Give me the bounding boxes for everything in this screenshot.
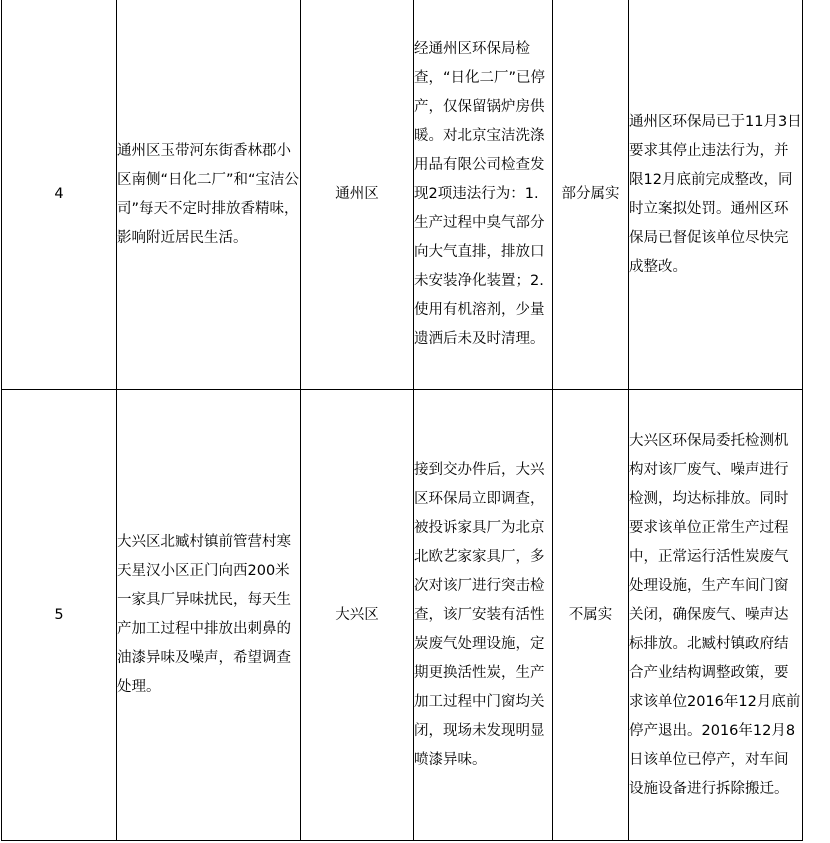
investigation-result: 经通州区环保局检查，“日化二厂”已停产，仅保留锅炉房供暖。对北京宝洁洗涤用品有限公司检查发现2项违法行为：1.生产过程中臭气部分向大气直排，排放口未安装净化装置；2.使用有机溶剂，少量遗洒后未及时清理。 (414, 41, 546, 347)
district-cell (301, 0, 414, 390)
complaint-table (1, 0, 803, 841)
row-number-cell (2, 0, 117, 390)
row-number: 5 (54, 606, 64, 623)
district: 大兴区 (335, 606, 379, 623)
verdict: 部分属实 (561, 186, 620, 202)
verdict: 不属实 (568, 606, 613, 623)
complaint-description-cell (117, 390, 301, 841)
district-cell (301, 390, 414, 841)
investigation-cell (414, 390, 553, 841)
district: 通州区 (335, 186, 379, 202)
table-row (2, 0, 803, 390)
row-number: 4 (54, 186, 64, 202)
action-taken: 大兴区环保局委托检测机构对该厂废气、噪声进行检测，均达标排放。同时要求该单位正常生产过程中，正常运行活性炭废气处理设施，生产车间门窗关闭，确保废气、噪声达标排放。北臧村镇政府结合产业结构调整政策，要求该单位2016年12月底前停产退出。2016年12月8日该单位已停产，对车间设施设备进行拆除搬迁。 (629, 432, 801, 797)
complaint-description-cell (117, 0, 301, 390)
action-cell (629, 0, 803, 390)
verdict-cell (553, 390, 629, 841)
verdict-cell (553, 0, 629, 390)
investigation-result: 接到交办件后，大兴区环保局立即调查，被投诉家具厂为北京北欧艺家家具厂，多次对该厂进行突击检查，该厂安装有活性炭废气处理设施，定期更换活性炭，生产加工过程中门窗均关闭，现场未发现明显喷漆异味。 (414, 461, 545, 768)
row-number-cell (2, 390, 117, 841)
action-taken: 通州区环保局已于11月3日要求其停止违法行为，并限12月底前完成整改，同时立案拟处罚。通州区环保局已督促该单位尽快完成整改。 (629, 113, 802, 275)
complaint-description: 通州区玉带河东街香林郡小区南侧“日化二厂”和“宝洁公司”每天不定时排放香精味，影响附近居民生活。 (117, 142, 300, 246)
action-cell (629, 390, 803, 841)
table-row (2, 390, 803, 841)
investigation-cell (414, 0, 553, 390)
complaint-description: 大兴区北臧村镇前管营村寒天星汉小区正门向西200米一家具厂异味扰民，每天生产加工过程中排放出刺鼻的油漆异味及噪声，希望调查处理。 (117, 534, 291, 695)
